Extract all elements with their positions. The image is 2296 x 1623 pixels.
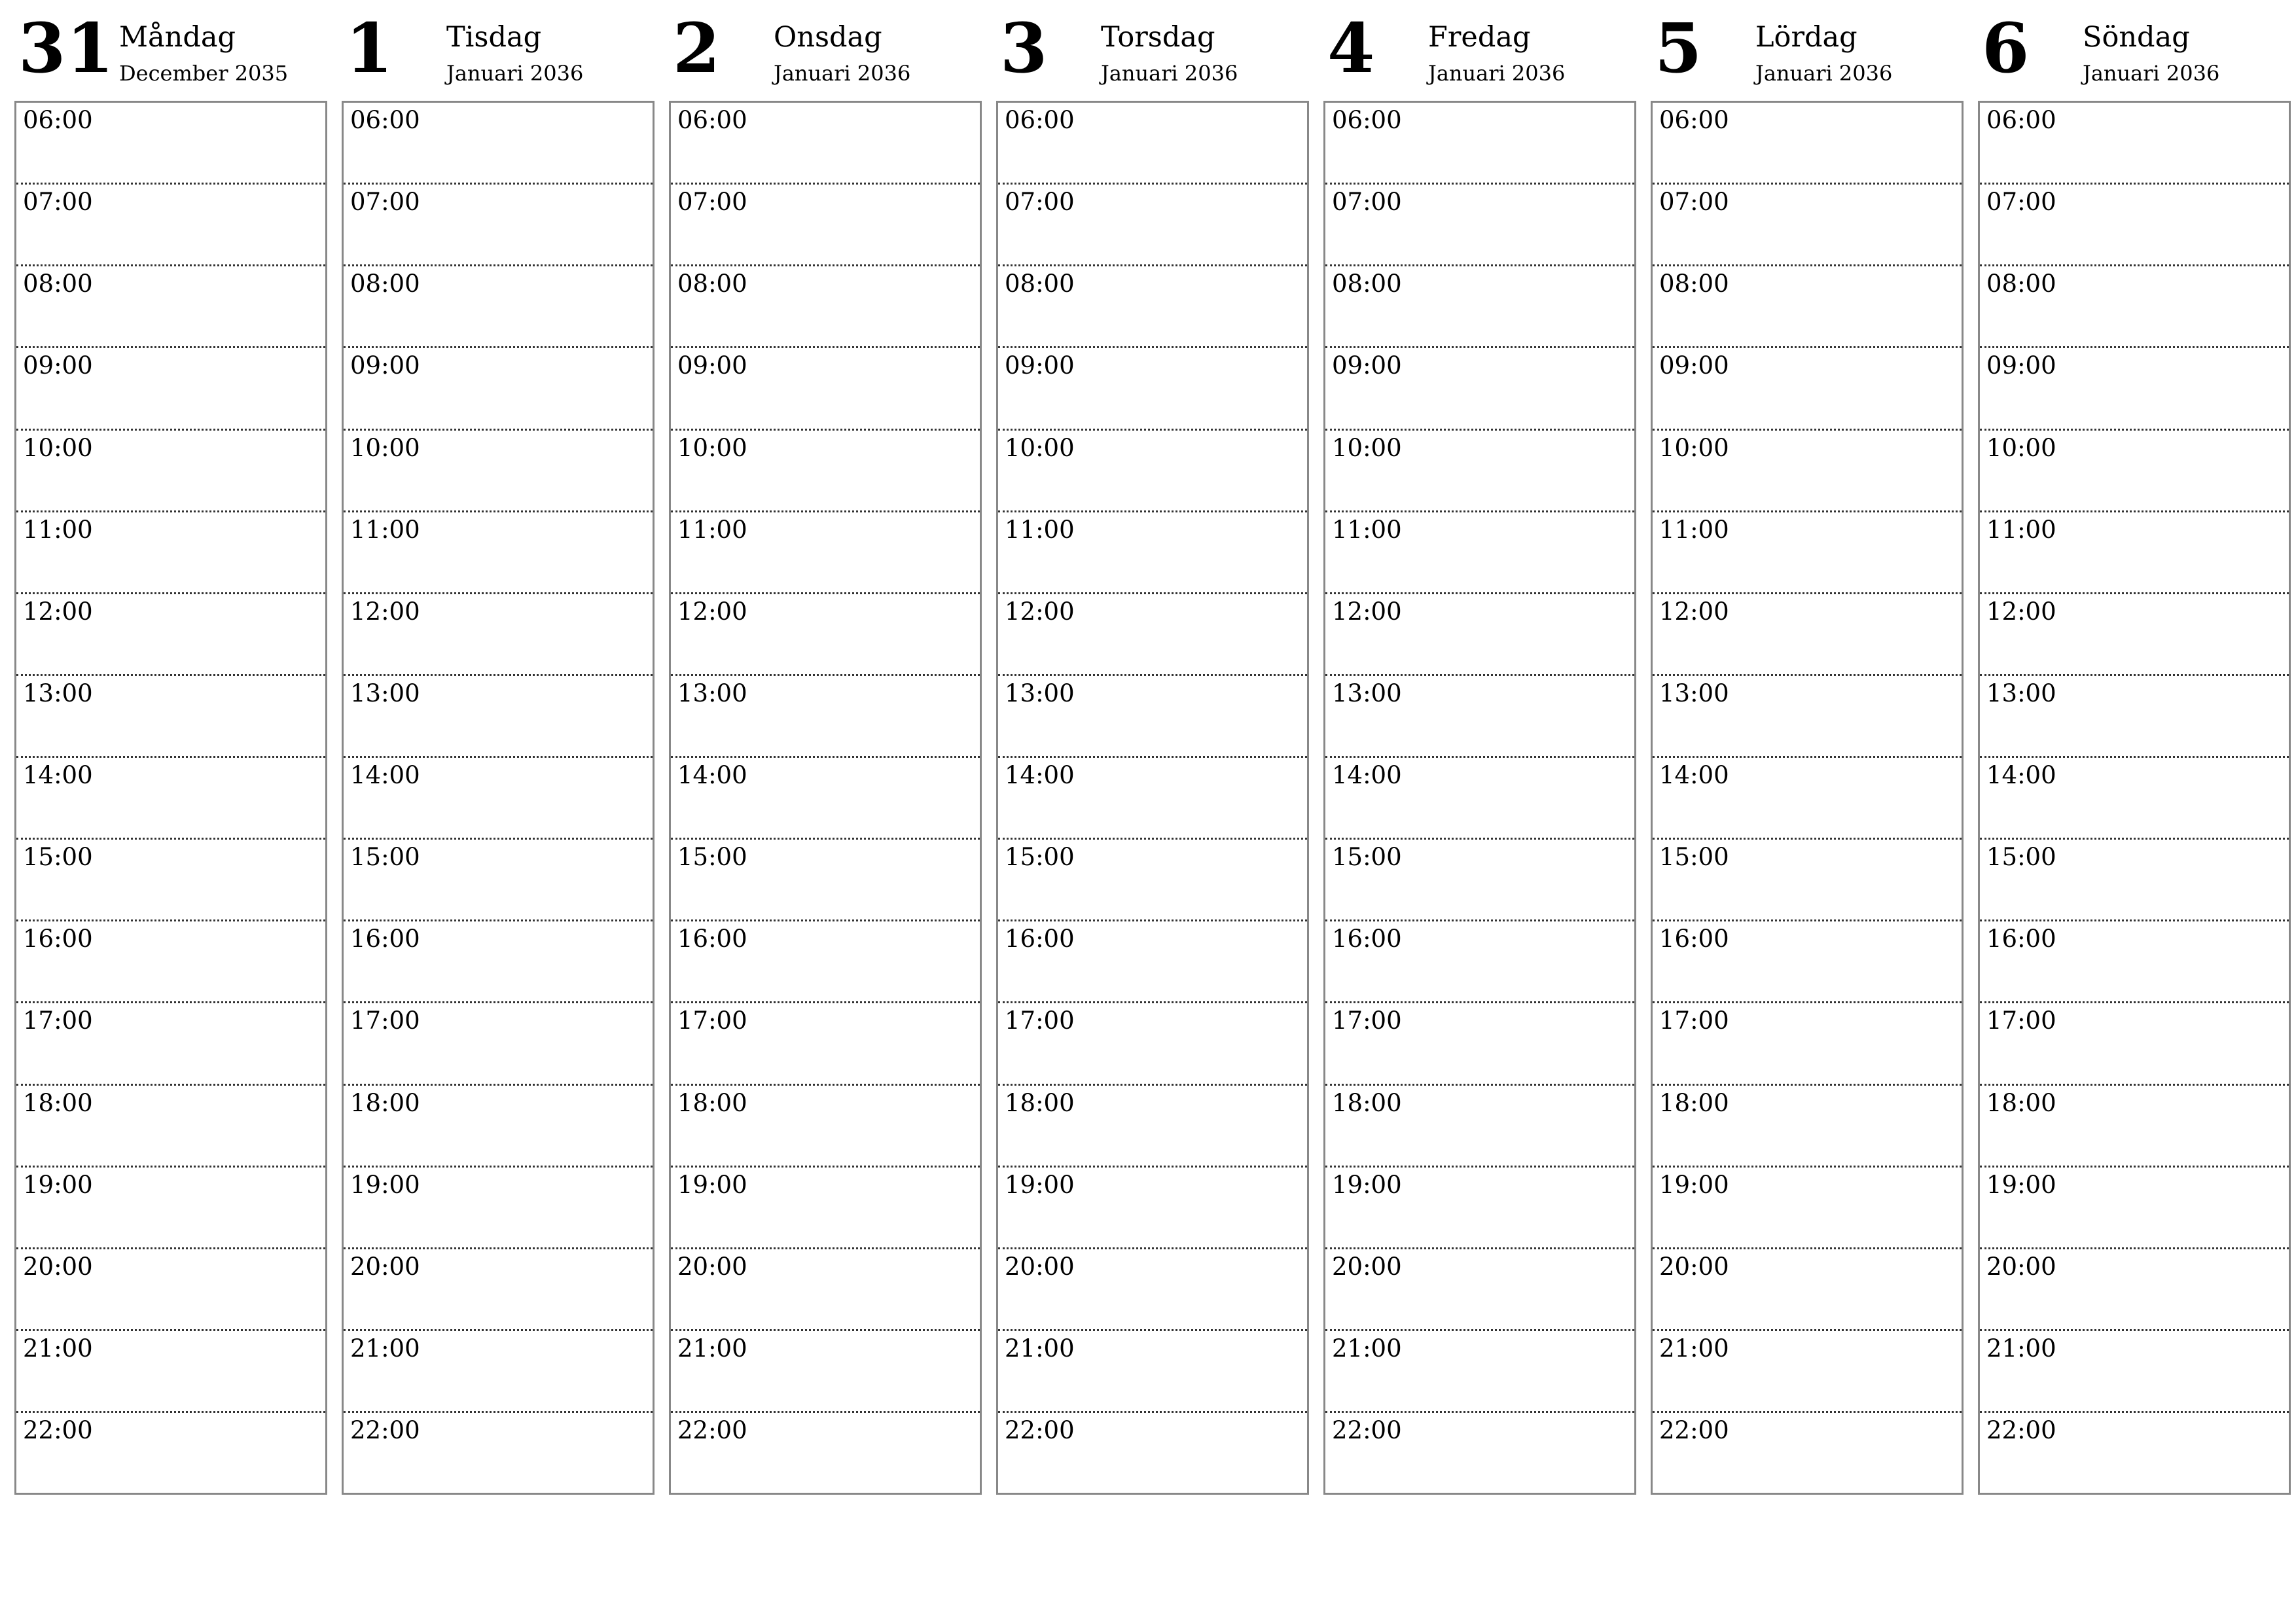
hour-label: 11:00: [23, 515, 93, 544]
day-number: 31: [18, 8, 115, 88]
hour-slot[interactable]: [1653, 676, 1962, 758]
day-number: 4: [1327, 8, 1376, 88]
hour-label: 08:00: [1332, 270, 1402, 298]
hour-label: 08:00: [23, 270, 93, 298]
hour-slot[interactable]: [1325, 1086, 1634, 1168]
hour-label: 22:00: [350, 1416, 420, 1444]
day-schedule-box: [1978, 101, 2291, 1495]
day-column: [342, 0, 655, 1499]
hour-label: 17:00: [23, 1007, 93, 1035]
day-header: [14, 0, 327, 101]
hour-slot[interactable]: [671, 921, 980, 1003]
hour-slot[interactable]: [1325, 103, 1634, 185]
hour-label: 21:00: [677, 1334, 747, 1363]
hour-slot[interactable]: [1653, 758, 1962, 840]
hour-label: 19:00: [350, 1170, 420, 1199]
hour-label: 16:00: [1986, 925, 2056, 954]
hour-label: 22:00: [1005, 1416, 1075, 1444]
hour-slot[interactable]: [671, 840, 980, 921]
hour-label: 22:00: [677, 1416, 747, 1444]
hour-slot[interactable]: [671, 348, 980, 430]
hour-slot[interactable]: [344, 348, 653, 430]
hour-slot[interactable]: [671, 185, 980, 266]
hour-label: 09:00: [1986, 351, 2056, 380]
hour-slot[interactable]: [1980, 676, 2289, 758]
hour-label: 06:00: [1659, 106, 1729, 134]
hour-slot[interactable]: [16, 1168, 325, 1249]
hour-label: 16:00: [23, 925, 93, 954]
hour-slot[interactable]: [1653, 1086, 1962, 1168]
hour-label: 09:00: [350, 351, 420, 380]
hour-label: 19:00: [1332, 1170, 1402, 1199]
hour-slot[interactable]: [998, 1249, 1307, 1331]
hour-slot[interactable]: [998, 840, 1307, 921]
hour-slot[interactable]: [998, 921, 1307, 1003]
hour-slot[interactable]: [16, 185, 325, 266]
hour-slot[interactable]: [1653, 103, 1962, 185]
hour-label: 19:00: [1986, 1170, 2056, 1199]
hour-slot[interactable]: [344, 1168, 653, 1249]
hour-slot[interactable]: [16, 758, 325, 840]
hour-label: 15:00: [23, 843, 93, 872]
hour-slot[interactable]: [344, 185, 653, 266]
hour-slot[interactable]: [671, 594, 980, 676]
hour-label: 07:00: [1986, 188, 2056, 217]
hour-slot[interactable]: [1653, 921, 1962, 1003]
hour-label: 08:00: [677, 270, 747, 298]
hour-label: 22:00: [1986, 1416, 2056, 1444]
hour-slot[interactable]: [1325, 1331, 1634, 1413]
hour-slot[interactable]: [1325, 840, 1634, 921]
month-year: December 2035: [119, 61, 289, 86]
hour-label: 12:00: [1332, 597, 1402, 626]
hour-slot[interactable]: [1980, 758, 2289, 840]
hour-slot[interactable]: [1980, 512, 2289, 594]
hour-label: 21:00: [1659, 1334, 1729, 1363]
day-schedule-box: [14, 101, 327, 1495]
hour-label: 18:00: [350, 1088, 420, 1117]
hour-slot[interactable]: [1325, 594, 1634, 676]
month-year: Januari 2036: [1101, 61, 1238, 86]
day-schedule-box: [1323, 101, 1636, 1495]
hour-slot[interactable]: [1325, 921, 1634, 1003]
hour-label: 08:00: [1659, 270, 1729, 298]
day-schedule-box: [669, 101, 982, 1495]
hour-slot[interactable]: [1653, 185, 1962, 266]
hour-label: 20:00: [350, 1252, 420, 1281]
hour-slot[interactable]: [16, 594, 325, 676]
hour-label: 13:00: [23, 679, 93, 707]
hour-label: 19:00: [1005, 1170, 1075, 1199]
hour-slot[interactable]: [1980, 348, 2289, 430]
hour-slot[interactable]: [1653, 1003, 1962, 1085]
day-column: [1978, 0, 2291, 1499]
hour-slot[interactable]: [671, 512, 980, 594]
hour-label: 12:00: [1005, 597, 1075, 626]
month-year: Januari 2036: [1755, 61, 1893, 86]
hour-slot[interactable]: [344, 1331, 653, 1413]
hour-label: 21:00: [1986, 1334, 2056, 1363]
hour-label: 07:00: [1332, 188, 1402, 217]
hour-label: 07:00: [677, 188, 747, 217]
hour-slot[interactable]: [998, 1331, 1307, 1413]
hour-label: 13:00: [1332, 679, 1402, 707]
hour-slot[interactable]: [1325, 348, 1634, 430]
hour-label: 20:00: [1005, 1252, 1075, 1281]
hour-slot[interactable]: [16, 1003, 325, 1085]
hour-slot[interactable]: [1980, 840, 2289, 921]
hour-label: 12:00: [350, 597, 420, 626]
day-name: Fredag: [1428, 21, 1531, 54]
hour-slot[interactable]: [1653, 594, 1962, 676]
hour-label: 16:00: [350, 925, 420, 954]
hour-label: 11:00: [1005, 515, 1075, 544]
hour-slot[interactable]: [16, 431, 325, 512]
hour-slot[interactable]: [16, 348, 325, 430]
hour-label: 16:00: [677, 925, 747, 954]
day-column: [669, 0, 982, 1499]
hour-label: 17:00: [677, 1007, 747, 1035]
hour-slot[interactable]: [16, 921, 325, 1003]
hour-slot[interactable]: [1980, 103, 2289, 185]
hour-slot[interactable]: [1325, 676, 1634, 758]
hour-slot[interactable]: [1980, 1331, 2289, 1413]
day-column: [14, 0, 327, 1499]
hour-label: 14:00: [1986, 761, 2056, 789]
hour-slot[interactable]: [671, 103, 980, 185]
hour-label: 06:00: [23, 106, 93, 134]
hour-label: 12:00: [1659, 597, 1729, 626]
hour-label: 12:00: [1986, 597, 2056, 626]
hour-label: 15:00: [350, 843, 420, 872]
day-column: [1323, 0, 1636, 1499]
hour-slot[interactable]: [16, 512, 325, 594]
hour-label: 11:00: [1332, 515, 1402, 544]
hour-slot[interactable]: [998, 512, 1307, 594]
day-schedule-box: [342, 101, 655, 1495]
hour-slot[interactable]: [671, 1086, 980, 1168]
hour-slot[interactable]: [16, 1331, 325, 1413]
hour-slot[interactable]: [1980, 1168, 2289, 1249]
hour-label: 11:00: [1659, 515, 1729, 544]
hour-slot[interactable]: [998, 594, 1307, 676]
hour-label: 17:00: [1659, 1007, 1729, 1035]
hour-slot[interactable]: [1325, 266, 1634, 348]
hour-slot[interactable]: [1325, 1168, 1634, 1249]
hour-slot[interactable]: [1980, 921, 2289, 1003]
hour-slot[interactable]: [671, 1168, 980, 1249]
day-name: Söndag: [2083, 21, 2190, 54]
hour-label: 19:00: [23, 1170, 93, 1199]
month-year: Januari 2036: [1428, 61, 1566, 86]
hour-label: 18:00: [1332, 1088, 1402, 1117]
hour-slot[interactable]: [344, 594, 653, 676]
hour-slot[interactable]: [998, 1168, 1307, 1249]
hour-slot[interactable]: [1653, 348, 1962, 430]
hour-slot[interactable]: [1653, 1331, 1962, 1413]
day-schedule-box: [996, 101, 1309, 1495]
hour-label: 12:00: [677, 597, 747, 626]
month-year: Januari 2036: [774, 61, 911, 86]
hour-slot[interactable]: [1653, 1249, 1962, 1331]
hour-slot[interactable]: [1980, 594, 2289, 676]
hour-label: 21:00: [1332, 1334, 1402, 1363]
hour-slot[interactable]: [671, 1249, 980, 1331]
hour-slot[interactable]: [344, 1249, 653, 1331]
day-header: [996, 0, 1309, 101]
hour-slot[interactable]: [1325, 512, 1634, 594]
hour-label: 14:00: [1659, 761, 1729, 789]
hour-slot[interactable]: [344, 512, 653, 594]
day-number: 1: [346, 8, 394, 88]
hour-slot[interactable]: [1653, 431, 1962, 512]
day-column: [996, 0, 1309, 1499]
hour-slot[interactable]: [344, 676, 653, 758]
hour-label: 10:00: [1005, 433, 1075, 462]
day-name: Måndag: [119, 21, 236, 54]
hour-slot[interactable]: [998, 676, 1307, 758]
hour-slot[interactable]: [16, 1249, 325, 1331]
day-name: Tisdag: [446, 21, 542, 54]
hour-slot[interactable]: [1980, 1413, 2289, 1493]
hour-label: 13:00: [1659, 679, 1729, 707]
day-header: [342, 0, 655, 101]
day-header: [1323, 0, 1636, 101]
hour-slot[interactable]: [671, 1003, 980, 1085]
day-number: 2: [673, 8, 721, 88]
hour-slot[interactable]: [671, 266, 980, 348]
hour-label: 09:00: [1005, 351, 1075, 380]
hour-label: 09:00: [1332, 351, 1402, 380]
hour-slot[interactable]: [344, 840, 653, 921]
hour-label: 20:00: [1986, 1252, 2056, 1281]
hour-slot[interactable]: [344, 1003, 653, 1085]
hour-label: 06:00: [1332, 106, 1402, 134]
month-year: Januari 2036: [2083, 61, 2220, 86]
hour-label: 19:00: [677, 1170, 747, 1199]
hour-slot[interactable]: [344, 431, 653, 512]
day-header: [1978, 0, 2291, 101]
hour-label: 15:00: [1332, 843, 1402, 872]
hour-label: 22:00: [23, 1416, 93, 1444]
day-name: Lördag: [1755, 21, 1857, 54]
hour-slot[interactable]: [1325, 1413, 1634, 1493]
hour-slot[interactable]: [344, 921, 653, 1003]
hour-slot[interactable]: [998, 758, 1307, 840]
hour-label: 16:00: [1005, 925, 1075, 954]
hour-label: 18:00: [677, 1088, 747, 1117]
hour-slot[interactable]: [1980, 266, 2289, 348]
hour-slot[interactable]: [671, 431, 980, 512]
hour-slot[interactable]: [998, 103, 1307, 185]
hour-label: 07:00: [23, 188, 93, 217]
hour-label: 18:00: [1986, 1088, 2056, 1117]
hour-slot[interactable]: [344, 1086, 653, 1168]
day-name: Onsdag: [774, 21, 882, 54]
hour-label: 19:00: [1659, 1170, 1729, 1199]
hour-label: 15:00: [677, 843, 747, 872]
hour-slot[interactable]: [998, 1003, 1307, 1085]
hour-slot[interactable]: [1325, 431, 1634, 512]
hour-label: 15:00: [1986, 843, 2056, 872]
hour-slot[interactable]: [344, 1413, 653, 1493]
hour-label: 20:00: [1332, 1252, 1402, 1281]
hour-label: 06:00: [350, 106, 420, 134]
hour-label: 17:00: [1986, 1007, 2056, 1035]
hour-label: 10:00: [23, 433, 93, 462]
hour-slot[interactable]: [1653, 840, 1962, 921]
hour-label: 16:00: [1659, 925, 1729, 954]
hour-label: 20:00: [1659, 1252, 1729, 1281]
hour-label: 21:00: [1005, 1334, 1075, 1363]
hour-slot[interactable]: [671, 1413, 980, 1493]
hour-slot[interactable]: [998, 431, 1307, 512]
hour-slot[interactable]: [1653, 266, 1962, 348]
hour-label: 20:00: [677, 1252, 747, 1281]
hour-label: 09:00: [677, 351, 747, 380]
day-header: [1651, 0, 1964, 101]
hour-label: 14:00: [1005, 761, 1075, 789]
day-number: 3: [1000, 8, 1049, 88]
day-name: Torsdag: [1101, 21, 1215, 54]
hour-label: 07:00: [1005, 188, 1075, 217]
hour-slot[interactable]: [16, 1413, 325, 1493]
hour-slot[interactable]: [1653, 1413, 1962, 1493]
hour-label: 17:00: [350, 1007, 420, 1035]
day-number: 6: [1982, 8, 2030, 88]
hour-label: 06:00: [1986, 106, 2056, 134]
hour-slot[interactable]: [998, 1413, 1307, 1493]
hour-label: 14:00: [350, 761, 420, 789]
hour-label: 09:00: [1659, 351, 1729, 380]
hour-slot[interactable]: [1980, 185, 2289, 266]
hour-label: 21:00: [350, 1334, 420, 1363]
hour-label: 13:00: [1986, 679, 2056, 707]
hour-label: 17:00: [1005, 1007, 1075, 1035]
hour-slot[interactable]: [344, 266, 653, 348]
hour-label: 15:00: [1005, 843, 1075, 872]
hour-label: 22:00: [1659, 1416, 1729, 1444]
hour-label: 08:00: [350, 270, 420, 298]
hour-slot[interactable]: [16, 266, 325, 348]
hour-label: 14:00: [23, 761, 93, 789]
hour-label: 15:00: [1659, 843, 1729, 872]
hour-label: 16:00: [1332, 925, 1402, 954]
hour-slot[interactable]: [1325, 185, 1634, 266]
hour-label: 22:00: [1332, 1416, 1402, 1444]
hour-slot[interactable]: [998, 1086, 1307, 1168]
hour-slot[interactable]: [998, 185, 1307, 266]
hour-label: 21:00: [23, 1334, 93, 1363]
day-number: 5: [1655, 8, 1703, 88]
month-year: Januari 2036: [446, 61, 584, 86]
hour-label: 06:00: [677, 106, 747, 134]
hour-slot[interactable]: [1653, 1168, 1962, 1249]
hour-slot[interactable]: [1325, 1249, 1634, 1331]
hour-label: 10:00: [1659, 433, 1729, 462]
hour-label: 10:00: [1332, 433, 1402, 462]
hour-label: 14:00: [1332, 761, 1402, 789]
hour-label: 11:00: [1986, 515, 2056, 544]
hour-slot[interactable]: [671, 1331, 980, 1413]
hour-slot[interactable]: [16, 1086, 325, 1168]
hour-label: 14:00: [677, 761, 747, 789]
hour-label: 18:00: [1005, 1088, 1075, 1117]
hour-label: 08:00: [1005, 270, 1075, 298]
hour-slot[interactable]: [998, 348, 1307, 430]
hour-label: 20:00: [23, 1252, 93, 1281]
hour-label: 11:00: [677, 515, 747, 544]
day-header: [669, 0, 982, 101]
hour-slot[interactable]: [1980, 431, 2289, 512]
hour-slot[interactable]: [1980, 1249, 2289, 1331]
hour-slot[interactable]: [671, 758, 980, 840]
hour-slot[interactable]: [344, 103, 653, 185]
hour-label: 07:00: [1659, 188, 1729, 217]
hour-label: 08:00: [1986, 270, 2056, 298]
day-schedule-box: [1651, 101, 1964, 1495]
hour-label: 17:00: [1332, 1007, 1402, 1035]
hour-label: 06:00: [1005, 106, 1075, 134]
hour-label: 10:00: [350, 433, 420, 462]
hour-slot[interactable]: [998, 266, 1307, 348]
hour-slot[interactable]: [1325, 758, 1634, 840]
hour-label: 11:00: [350, 515, 420, 544]
hour-slot[interactable]: [1653, 512, 1962, 594]
hour-slot[interactable]: [16, 840, 325, 921]
hour-label: 10:00: [1986, 433, 2056, 462]
hour-label: 12:00: [23, 597, 93, 626]
hour-label: 13:00: [1005, 679, 1075, 707]
weekly-planner: [14, 0, 2291, 1499]
hour-label: 13:00: [350, 679, 420, 707]
hour-slot[interactable]: [1980, 1003, 2289, 1085]
hour-label: 13:00: [677, 679, 747, 707]
day-column: [1651, 0, 1964, 1499]
hour-label: 09:00: [23, 351, 93, 380]
hour-slot[interactable]: [16, 676, 325, 758]
hour-slot[interactable]: [344, 758, 653, 840]
hour-slot[interactable]: [1980, 1086, 2289, 1168]
hour-label: 18:00: [1659, 1088, 1729, 1117]
hour-label: 10:00: [677, 433, 747, 462]
hour-label: 18:00: [23, 1088, 93, 1117]
hour-slot[interactable]: [16, 103, 325, 185]
hour-slot[interactable]: [671, 676, 980, 758]
hour-slot[interactable]: [1325, 1003, 1634, 1085]
hour-label: 07:00: [350, 188, 420, 217]
